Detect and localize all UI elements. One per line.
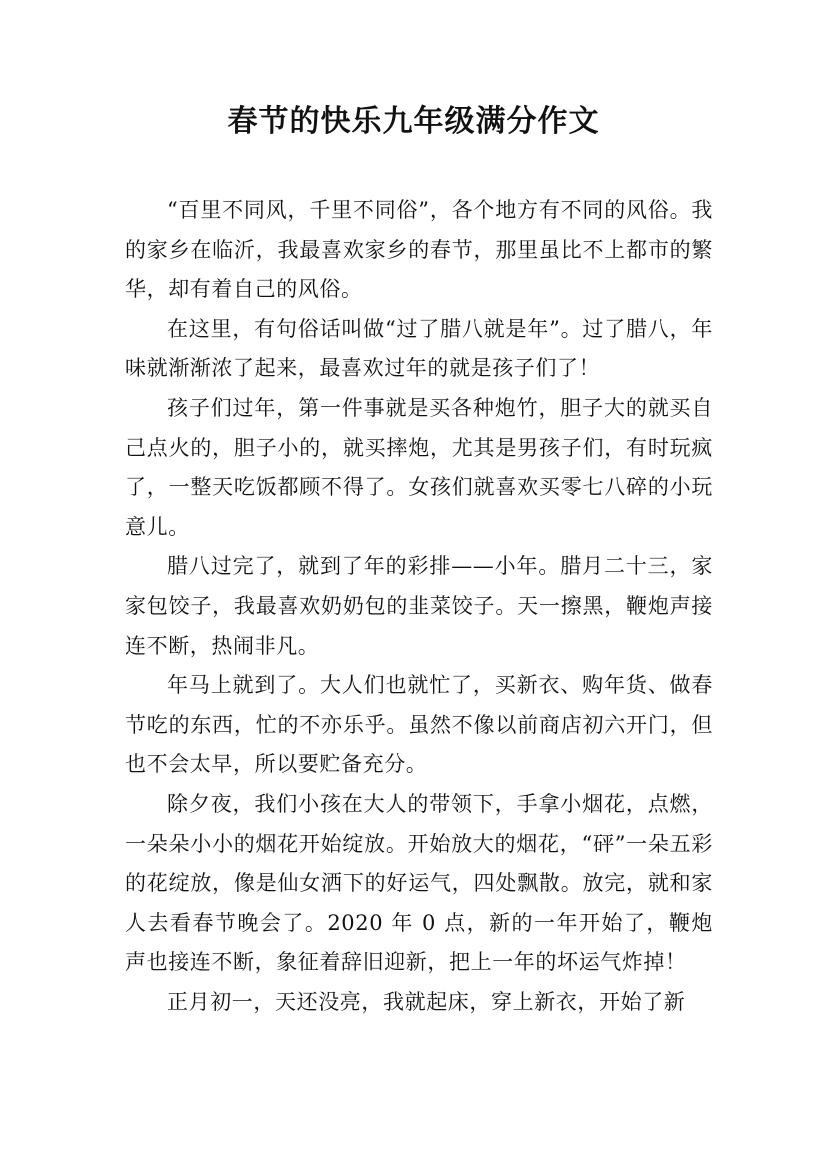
document-body [125,191,713,1022]
paragraph-5: 年马上就到了。大人们也就忙了，买新衣、购年货、做春节吃的东西，忙的不亦乐乎。虽然不像以前商店初六开门，但也不会太早，所以要贮备充分。 [125,673,713,777]
paragraph-2: 在这里，有句俗话叫做“过了腊八就是年”。过了腊八，年味就渐渐浓了起来，最喜欢过年的就是孩子们了！ [125,316,713,381]
paragraph-6: 除夕夜，我们小孩在大人的带领下，手拿小烟花，点燃，一朵朵小小的烟花开始绽放。开始放大的烟花，“砰”一朵五彩的花绽放，像是仙女洒下的好运气，四处飘散。放完，就和家人去看春节晚会了。2020 年 0 点，新的一年开始了，鞭炮声也接连不断，象征着辞旧迎新，把上一年的坏运气炸掉！ [125,791,713,975]
paragraph-4: 腊八过完了，就到了年的彩排——小年。腊月二十三，家家包饺子，我最喜欢奶奶包的韭菜饺子。天一擦黑，鞭炮声接连不断，热闹非凡。 [125,554,713,658]
document-title: 春节的快乐九年级满分作文 [227,104,600,139]
paragraph-3: 孩子们过年，第一件事就是买各种炮竹，胆子大的就买自己点火的，胆子小的，就买摔炮，尤其是男孩子们，有时玩疯了，一整天吃饭都顾不得了。女孩们就喜欢买零七八碎的小玩意儿。 [125,395,713,539]
paragraph-7: 正月初一，天还没亮，我就起床，穿上新衣，开始了新 [167,989,686,1014]
paragraph-1: “百里不同风，千里不同俗”，各个地方有不同的风俗。我的家乡在临沂，我最喜欢家乡的春节，那里虽比不上都市的繁华，却有着自己的风俗。 [125,198,713,302]
